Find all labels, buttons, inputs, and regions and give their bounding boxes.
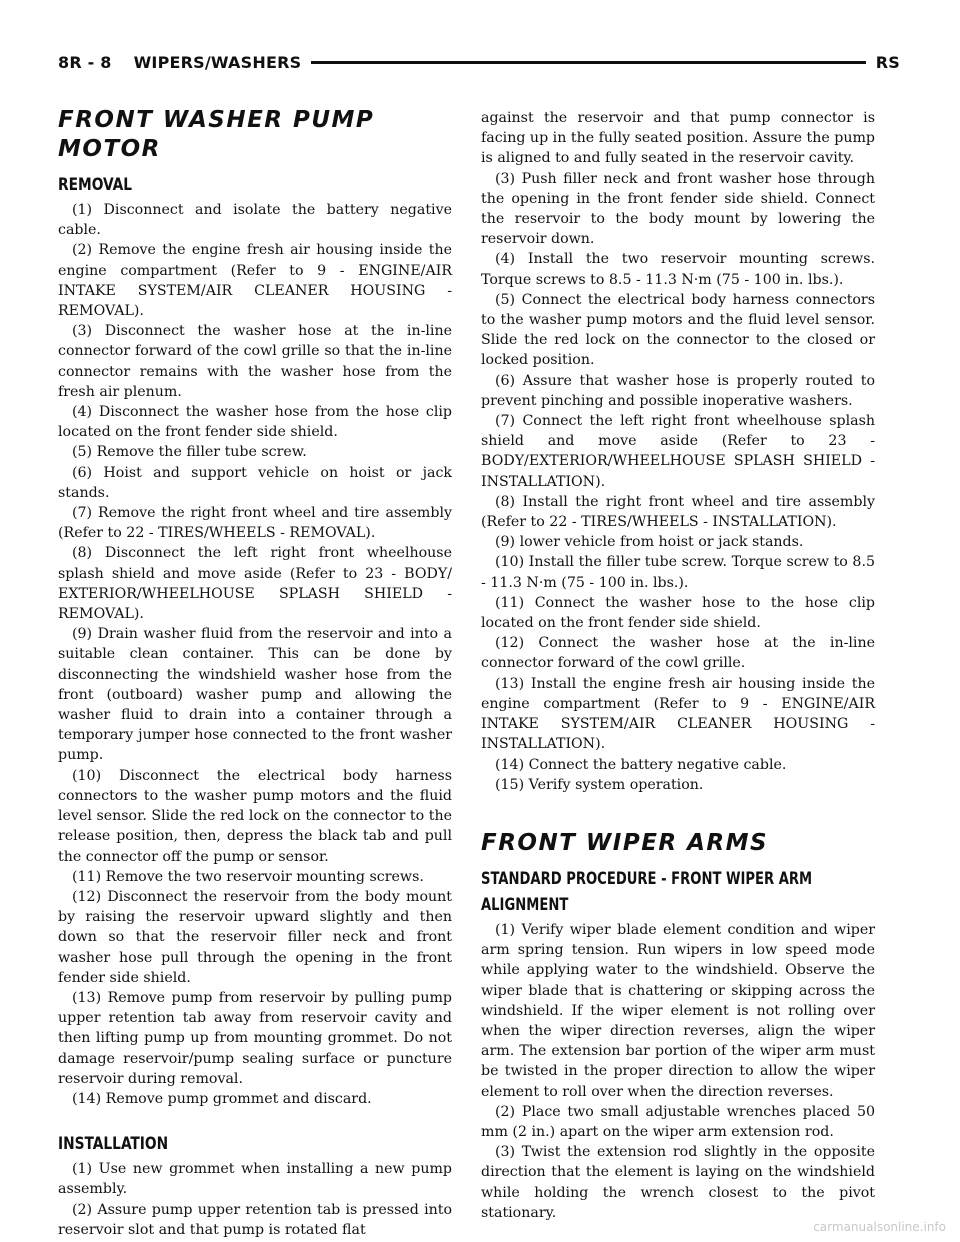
installation-step: (1) Use new grommet when installing a new pump assembly.	[58, 1161, 452, 1198]
right-column	[481, 108, 875, 1223]
installation-step: (10) Install the filler tube screw. Torque screw to 8.5 - 11.3 N·m (75 - 100 in. lbs.).	[481, 554, 875, 591]
page-header	[58, 50, 900, 74]
removal-step: (3) Disconnect the washer hose at the in-line connector forward of the cowl grille so that the in-line connector remains with the washer hose from the fresh air plenum.	[58, 323, 452, 400]
removal-step: (2) Remove the engine fresh air housing inside the engine compartment (Refer to 9 - ENGINE/AIR INTAKE SYSTEM/AIR CLEANER HOUSING - REMOVAL).	[58, 242, 452, 320]
section-gap	[58, 1109, 452, 1127]
header-rule	[311, 61, 865, 64]
removal-step: (9) Drain washer fluid from the reservoir and into a suitable clean container. This can be done by disconnecting the windshield washer hose from the front (outboard) washer pump and allowing the washer fluid to drain into a container through a temporary jumper hose connected to the front washer pump.	[58, 626, 452, 764]
left-column	[58, 106, 452, 1240]
removal-step: (12) Disconnect the reservoir from the body mount by raising the reservoir upward slightly and then down so that the reservoir filler neck and front washer hose pull through the opening in the front fender side shield.	[58, 888, 452, 986]
removal-step: (8) Disconnect the left right front wheelhouse splash shield and move aside (Refer to 23 - BODY/ EXTERIOR/WHEELHOUSE SPLASH SHIELD - REMOVAL).	[58, 545, 452, 623]
subheading-installation: INSTALLATION	[58, 1134, 169, 1155]
installation-step: (5) Connect the electrical body harness connectors to the washer pump motors and the fluid level sensor. Slide the red lock on the connector to the closed or locked position.	[481, 291, 875, 369]
removal-step: (11) Remove the two reservoir mounting screws.	[72, 868, 424, 885]
removal-step: (1) Disconnect and isolate the battery negative cable.	[58, 202, 452, 239]
page-number: 8R - 8	[58, 52, 112, 72]
installation-step-continued: against the reservoir and that pump connector is facing up in the fully seated position. Assure the pump is aligned to and fully seated in the reservoir cavity.	[481, 110, 875, 167]
installation-step: (12) Connect the washer hose at the in-line connector forward of the cowl grille.	[481, 635, 875, 672]
section-title: WIPERS/WASHERS	[133, 52, 302, 72]
installation-step: (13) Install the engine fresh air housing inside the engine compartment (Refer to 9 - ENGINE/AIR INTAKE SYSTEM/AIR CLEANER HOUSING - INSTALLATION).	[481, 675, 875, 753]
installation-step: (2) Assure pump upper retention tab is pressed into reservoir slot and that pump is rotated flat	[58, 1201, 452, 1238]
removal-step: (4) Disconnect the washer hose from the hose clip located on the front fender side shield.	[58, 404, 452, 441]
removal-step: (14) Remove pump grommet and discard.	[72, 1090, 372, 1107]
section-gap	[481, 795, 875, 829]
installation-step: (8) Install the right front wheel and tire assembly (Refer to 22 - TIRES/WHEELS - INSTALLATION).	[481, 493, 875, 531]
removal-step: (7) Remove the right front wheel and tire assembly (Refer to 22 - TIRES/WHEELS - REMOVAL).	[58, 505, 452, 542]
watermark: carmanualsonline.info	[813, 1220, 946, 1234]
installation-step: (3) Push filler neck and front washer hose through the opening in the front fender side shield. Connect the reservoir to the body mount by lowering the reservoir down.	[481, 170, 875, 248]
removal-step: (5) Remove the filler tube screw.	[72, 444, 307, 461]
removal-step: (6) Hoist and support vehicle on hoist or jack stands.	[58, 464, 452, 501]
installation-step: (9) lower vehicle from hoist or jack stands.	[495, 534, 804, 551]
procedure-step: (3) Twist the extension rod slightly in the opposite direction that the element is laying on the windshield while holding the wrench closest to the pivot stationary.	[481, 1144, 875, 1221]
installation-step: (14) Connect the battery negative cable.	[495, 756, 787, 773]
section-heading-washer-pump: FRONT WASHER PUMP MOTOR	[58, 107, 375, 162]
subheading-standard-procedure: STANDARD PROCEDURE - FRONT WIPER ARM ALIGNMENT	[481, 868, 813, 915]
installation-step: (4) Install the two reservoir mounting screws. Torque screws to 8.5 - 11.3 N·m (75 - 100 in. lbs.).	[481, 251, 875, 288]
manual-code: RS	[875, 52, 900, 72]
removal-step: (10) Disconnect the electrical body harness connectors to the washer pump motors and the fluid level sensor. Slide the red lock on the connector to the release position, then, depress the black tab and pull the connector off the pump or sensor.	[58, 767, 452, 865]
subheading-removal: REMOVAL	[58, 175, 133, 195]
installation-step: (6) Assure that washer hose is properly routed to prevent pinching and possible inoperative washers.	[481, 372, 875, 409]
installation-step: (7) Connect the left right front wheelhouse splash shield and move aside (Refer to 23 - BODY/EXTERIOR/WHEELHOUSE SPLASH SHIELD - INSTALLATION).	[481, 413, 875, 490]
section-heading-wiper-arms: FRONT WIPER ARMS	[481, 829, 769, 856]
installation-step: (15) Verify system operation.	[495, 776, 704, 793]
procedure-step: (1) Verify wiper blade element condition and wiper arm spring tension. Run wipers in low speed mode while applying water to the windshield. Observe the wiper blade that is chattering or skipping across the windshield. If the wiper element is not rolling over when the wiper direction reverses, align the wiper arm. The extension bar portion of the wiper arm must be twisted in the proper direction to allow the wiper element to roll over when the direction reverses.	[481, 921, 875, 1100]
removal-step: (13) Remove pump from reservoir by pulling pump upper retention tab away from reservoir cavity and then lifting pump up from mounting grommet. Do not damage reservoir/pump sealing surface or puncture reservoir during removal.	[58, 989, 452, 1087]
installation-step: (11) Connect the washer hose to the hose clip located on the front fender side shield.	[481, 594, 875, 632]
procedure-step: (2) Place two small adjustable wrenches placed 50 mm (2 in.) apart on the wiper arm extension rod.	[481, 1103, 875, 1140]
